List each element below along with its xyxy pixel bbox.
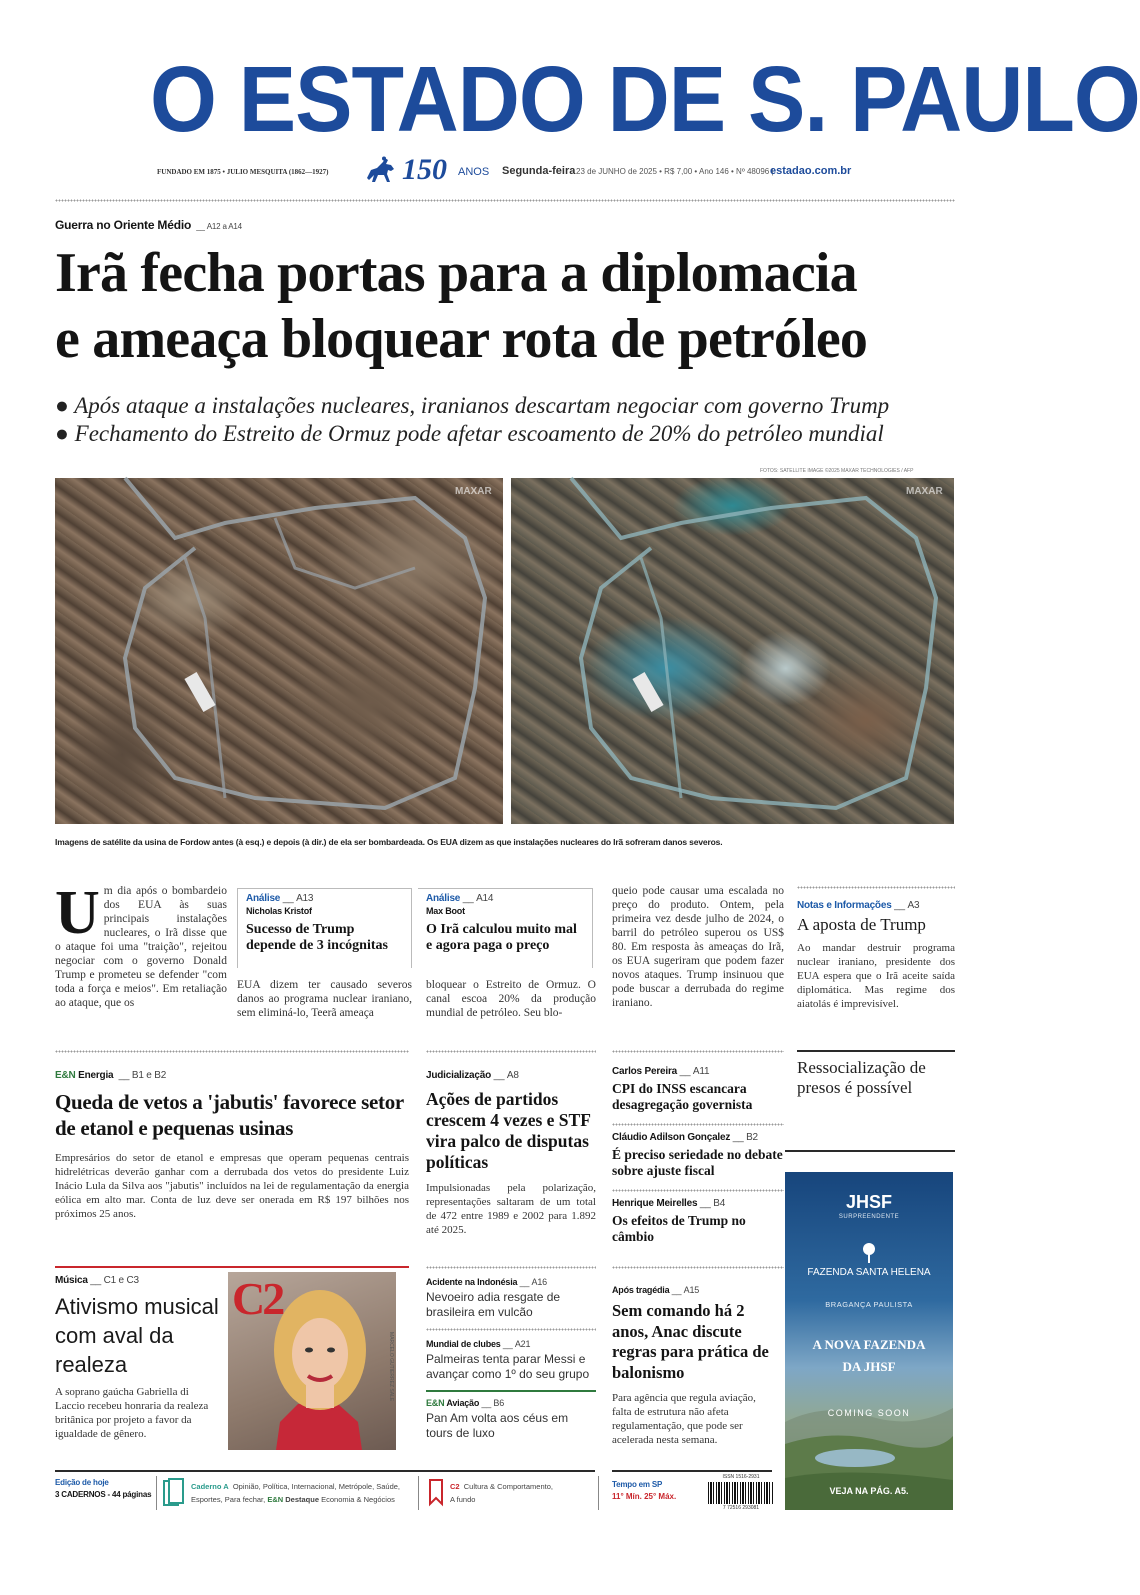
- footer-tempo: Tempo em SP 11° Mín. 25° Máx.: [612, 1480, 677, 1501]
- ad-footer: VEJA NA PÁG. A5.: [829, 1486, 909, 1496]
- lead-headline: Irã fecha portas para a diplomacia e ameaça bloquear rota de petróleo: [55, 242, 868, 370]
- brief-item[interactable]: E&N Aviação __ B6 Pan Am volta aos céus em tours de luxo: [426, 1398, 569, 1440]
- masthead-site[interactable]: estadao.com.br: [770, 165, 852, 177]
- footer-edicao: Edição de hoje 3 CADERNOS - 44 páginas: [55, 1478, 152, 1499]
- masthead-title: O ESTADO DE S. PAULO: [150, 47, 1140, 152]
- brief-item[interactable]: Mundial de clubes __ A21 Palmeiras tenta parar Messi e avançar como 1º do seu grupo: [426, 1339, 590, 1381]
- analysis-author: Nicholas Kristof: [246, 906, 312, 916]
- dropcap: U: [55, 879, 100, 947]
- anac-title: Sem comando há 2 anos, Anac discute regras para prática de balonismo: [612, 1301, 769, 1382]
- judicializacao-title: Ações de partidos crescem 4 vezes e STF vira palco de disputas políticas: [426, 1089, 591, 1172]
- lead-bullet-1: ● Após ataque a instalações nucleares, iranianos descartam negociar com governo Trump: [55, 393, 890, 418]
- photo-caption: Imagens de satélite da usina de Fordow antes (à esq.) e depois (à dir.) de ela ser bombardeada. Os EUA dizem as que instalações nucleares do Irã sofreram danos severos.: [55, 837, 723, 847]
- lead-story-col1: [55, 879, 227, 1024]
- judicializacao-story[interactable]: Judicialização __ A8 Ações de partidos crescem 4 vezes e STF vira palco de disputas políticas Impulsionadas pela polarização, representações saltaram de um total de 472 entre 1989 e 2002 para 1.892 até 2025.: [426, 1070, 596, 1236]
- lead-bullet-2: ● Fechamento do Estreito de Ormuz pode afetar escoamento de 20% do petróleo mundial: [55, 421, 884, 446]
- analysis-box-1[interactable]: Análise __ A13 Nicholas Kristof Sucesso de Trump depende de 3 incógnitas: [237, 888, 412, 968]
- judicializacao-text: Impulsionadas pela polarização, representações saltaram de um total de 472 entre 1989 e 2002 para 1.892 até 2025.: [426, 1182, 596, 1236]
- footer-c2[interactable]: C2 Cultura & Comportamento, A fundo: [450, 1482, 553, 1504]
- bullet-icon: ●: [55, 393, 69, 418]
- energia-story[interactable]: E&N Energia __ B1 e B2 Queda de vetos a 'jabutis' favorece setor de etanol e pequenas usinas Empresários do setor de etanol e empresas que operam pequenas centrais hidrelétricas deverão ganhar com a derrubada dos vetos do presidente Luiz Inácio Lula da Silva aos "jabutis" incluídos na lei de regulamentação da energia eólica em alto mar. Conta de luz deve ser onerada em R$ 197 bilhões nos próximos 25 anos.: [55, 1070, 409, 1220]
- masthead: [0, 0, 1140, 200]
- notes-title: A aposta de Trump: [797, 915, 926, 934]
- masthead-weekday: Segunda-feira: [502, 165, 576, 177]
- musica-title: Ativismo musical com aval da realeza: [55, 1294, 219, 1377]
- columnist-item[interactable]: Cláudio Adilson Gonçalez __ B2 É preciso seriedade no debate sobre ajuste fiscal: [612, 1132, 783, 1178]
- satellite-photo-before: [55, 478, 503, 824]
- briefs: [426, 1266, 596, 1441]
- en-brand: E&N: [55, 1070, 76, 1081]
- analysis-title: O Irã calculou muito mal e agora paga o preço: [426, 922, 577, 953]
- columnists: [612, 1066, 784, 1245]
- lead-story-text-1: m dia após o bombardeio dos EUA às suas principais instalações nucleares, o Irã disse que o ataque foi uma "traição", rejeitou negociar com o governo Donald Trump e prometeu se defender "com toda a força e meios". Em retaliação ao ataque, que os: [55, 885, 227, 1009]
- singer-photo: [228, 1272, 396, 1450]
- masthead-meta: 23 de JUNHO de 2025 • R$ 7,00 • Ano 146 • Nº 48096 |: [576, 167, 774, 176]
- analysis-author: Max Boot: [426, 906, 465, 916]
- ressocializacao-title[interactable]: Ressocialização de presos é possível: [797, 1058, 926, 1097]
- columnist-item[interactable]: Henrique Meirelles __ B4 Os efeitos de Trump no câmbio: [612, 1198, 746, 1244]
- notes-box[interactable]: Notas e Informações __ A3 A aposta de Trump Ao mandar destruir programa nuclear iraniano, presidente dos EUA espera que o Irã aceite saída diplomática. Mas regime dos aiatolás é imprevisível.: [797, 900, 955, 1010]
- jhsf-ad[interactable]: JHSF SURPREENDENTE FAZENDA SANTA HELENA BRAGANÇA PAULISTA A NOVA FAZENDA DA JHSF COMING SOON VEJA NA PÁG. A5.: [785, 1172, 953, 1510]
- ad-place: FAZENDA SANTA HELENA: [807, 1267, 931, 1278]
- maxar-watermark: MAXAR: [455, 486, 492, 497]
- analysis-title: Sucesso de Trump depende de 3 incógnitas: [246, 922, 388, 953]
- c2-icon: [428, 1478, 444, 1508]
- musica-story[interactable]: Música __ C1 e C3 Ativismo musical com aval da realeza A soprano gaúcha Gabriella di Laccio recebeu honraria da realeza britânica por projeto a favor da igualdade de gênero.: [55, 1275, 219, 1440]
- lead-bullets: [55, 392, 965, 448]
- columnist-item[interactable]: Carlos Pereira __ A11 CPI do INSS escancara desagregação governista: [612, 1066, 753, 1112]
- bullet-icon: ●: [55, 421, 69, 446]
- energia-text: Empresários do setor de etanol e empresas que operam pequenas centrais hidrelétricas deverão ganhar com a derrubada dos vetos do presidente Luiz Inácio Lula da Silva aos "jabutis" incluídos na lei de regulamentação da energia eólica em alto mar. Conta de luz deve ser onerada em R$ 197 bilhões nos próximos 25 anos.: [55, 1152, 409, 1220]
- notes-text: Ao mandar destruir programa nuclear iraniano, presidente dos EUA espera que o Irã aceite saída diplomática. Mas regime dos aiatolás é imprevisível.: [797, 942, 955, 1010]
- anac-story[interactable]: Após tragédia __ A15 Sem comando há 2 anos, Anac discute regras para prática de balonismo Para agência que regula aviação, falta de estrutura não afeta regulamentação, que pode ser acelerada nesta semana.: [612, 1285, 772, 1447]
- masthead-founded: FUNDADO EM 1875 • JULIO MESQUITA (1862—1927): [157, 168, 329, 176]
- singer-photo-credit: MARCELO GUTIERREZ SALE: [388, 1332, 394, 1402]
- horse-rider-icon: [363, 156, 399, 186]
- lead-story-text-2: EUA dizem ter causado severos danos ao programa nuclear iraniano, sem eliminá-lo, Teerã ameaça: [237, 979, 412, 1019]
- anac-text: Para agência que regula aviação, falta de estrutura não afeta regulamentação, que pode ser acelerada nesta semana.: [612, 1392, 756, 1446]
- satellite-photo-after: [511, 478, 954, 824]
- lead-section: Guerra no Oriente Médio __ A12 a A14: [55, 218, 242, 232]
- masthead-divider: [55, 199, 955, 202]
- analysis-box-2[interactable]: Análise __ A14 Max Boot O Irã calculou muito mal e agora paga o preço: [418, 888, 593, 968]
- tree-icon: [859, 1242, 879, 1264]
- ad-headline: A NOVA FAZENDA DA JHSF: [812, 1337, 926, 1374]
- lead-story-text-4: queio pode causar uma escalada no preço do produto. Ontem, pela primeira vez desde julho de 2024, o barril do petróleo superou os US$ 80. Em resposta às ameaças do Irã, os EUA sugeriram que podem fazer novos ataques. Trump insinuou que pode buscar a derrubada do regime iraniano.: [612, 885, 784, 1009]
- energia-title: Queda de vetos a 'jabutis' favorece setor de etanol e pequenas usinas: [55, 1090, 404, 1140]
- c2-badge: C2: [232, 1273, 283, 1324]
- photo-credit: FOTOS: SATELLITE IMAGE ©2025 MAXAR TECHNOLOGIES / AFP: [760, 468, 914, 474]
- anniversary-anos: ANOS: [458, 166, 490, 178]
- maxar-watermark: MAXAR: [906, 486, 943, 497]
- musica-text: A soprano gaúcha Gabriella di Laccio recebeu honraria da realeza britânica por projeto a favor da igualdade de gênero.: [55, 1386, 209, 1440]
- barcode-icon: [708, 1482, 774, 1504]
- barcode: ISSN 1516-2931 7 72516 293081: [708, 1474, 774, 1512]
- anniversary-number: 150: [402, 153, 447, 186]
- ad-brand: JHSF: [845, 1192, 892, 1212]
- footer-caderno-a[interactable]: Caderno A Opinião, Política, Internacional, Metrópole, Saúde, Esportes, Para fechar, E&N Destaque Economia & Negócios: [191, 1482, 401, 1504]
- caderno-a-icon: [163, 1478, 185, 1508]
- brief-item[interactable]: Acidente na Indonésia __ A16 Nevoeiro adia resgate de brasileira em vulcão: [426, 1277, 561, 1319]
- lead-story-text-3: bloquear o Estreito de Ormuz. O canal escoa 20% da produção mundial de petróleo. Seu blo-: [426, 979, 596, 1019]
